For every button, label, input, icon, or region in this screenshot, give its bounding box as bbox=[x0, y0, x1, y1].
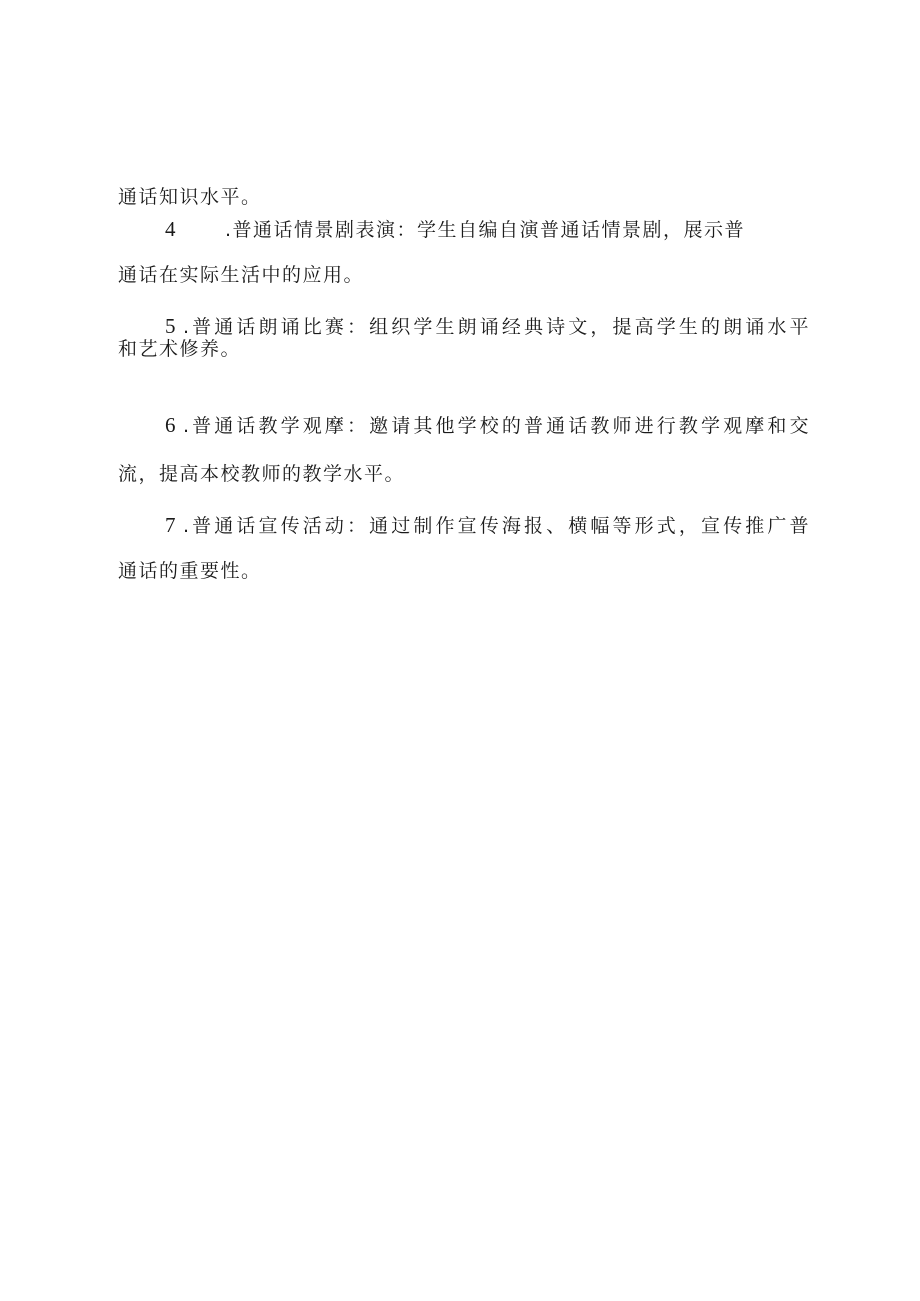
item-text: 流，提高本校教师的教学水平。 bbox=[118, 463, 406, 485]
line-text: 通话知识水平。 bbox=[118, 186, 262, 208]
item-text: .普通话宣传活动：通过制作宣传海报、横幅等形式，宣传推广普 bbox=[183, 515, 810, 537]
item-number: 6 bbox=[165, 413, 176, 437]
list-item-7-continuation bbox=[118, 558, 818, 584]
list-item-7 bbox=[165, 512, 810, 539]
list-item-4 bbox=[165, 216, 865, 243]
paragraph-line bbox=[118, 184, 818, 210]
list-item-4-continuation bbox=[118, 262, 818, 288]
list-item-6 bbox=[165, 412, 810, 439]
list-item-5-continuation bbox=[118, 336, 818, 362]
item-text: 通话在实际生活中的应用。 bbox=[118, 264, 365, 286]
item-text: .普通话朗诵比赛：组织学生朗诵经典诗文，提高学生的朗诵水平 bbox=[183, 316, 810, 338]
item-text: .普通话教学观摩：邀请其他学校的普通话教师进行教学观摩和交 bbox=[183, 415, 810, 437]
item-text: 通话的重要性。 bbox=[118, 560, 262, 582]
item-number: 5 bbox=[165, 314, 176, 338]
list-item-6-continuation bbox=[118, 461, 818, 487]
item-text: 和艺术修养。 bbox=[118, 338, 242, 360]
item-text: .普通话情景剧表演：学生自编自演普通话情景剧，展示普 bbox=[225, 219, 746, 241]
item-number: 7 bbox=[165, 513, 176, 537]
item-number: 4 bbox=[165, 217, 176, 241]
